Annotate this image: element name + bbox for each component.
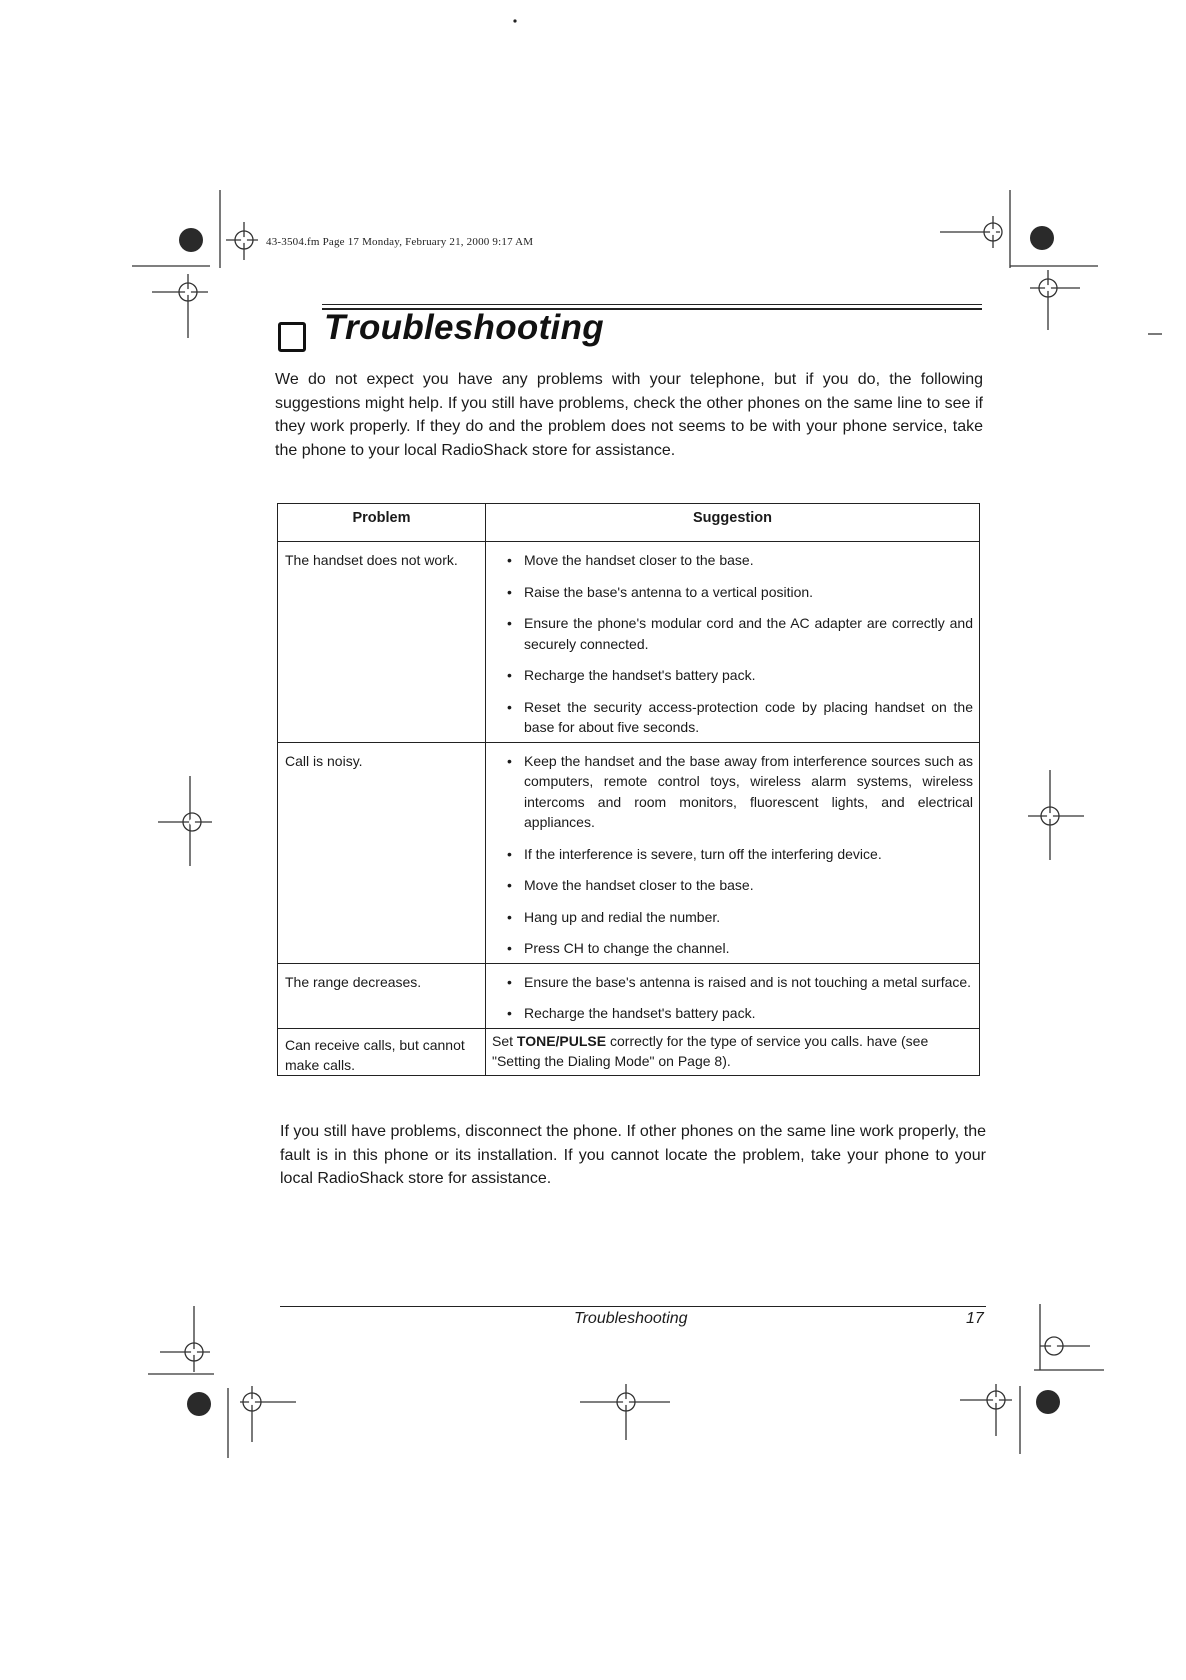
column-header-suggestion: Suggestion (486, 504, 980, 542)
problem-cell: The handset does not work. (278, 542, 486, 743)
page-number: 17 (966, 1310, 984, 1327)
list-item: • Recharge the handset's battery pack. (494, 665, 973, 686)
registration-dot-icon (1030, 226, 1054, 250)
crosshair-icon (220, 190, 258, 268)
table-row (278, 963, 980, 1028)
crosshair-icon (158, 776, 212, 866)
registration-dot-icon (1036, 1390, 1060, 1414)
list-item: • Ensure the phone's modular cord and the AC adapter are correctly and securely connected. (494, 613, 973, 654)
crosshair-icon (960, 1384, 1020, 1454)
suggestion-cell (486, 542, 980, 743)
problem-cell: Can receive calls, but cannot make calls. (278, 1028, 486, 1075)
footer-rule (280, 1306, 986, 1307)
intro-paragraph: We do not expect you have any problems with your telephone, but if you do, the following suggestions might help. If you still have problems, check the other phones on the same line to see if they work properly. If they do and the problem does not seems to be with your phone service, take the phone to your local RadioShack store for assistance. (275, 371, 983, 459)
suggestion-text: Set (492, 1032, 517, 1049)
suggestion-cell (486, 963, 980, 1028)
troubleshooting-table (277, 503, 980, 1076)
suggestion-text: correctly for the type of service you calls. have (see "Setting the Dialing Mode" on Page 8). (492, 1032, 929, 1069)
table-header-row (278, 504, 980, 542)
page-title: Troubleshooting (324, 308, 604, 347)
crosshair-icon (940, 190, 1010, 268)
table-row (278, 1028, 980, 1075)
table-row (278, 542, 980, 743)
registration-dot-icon (179, 228, 203, 252)
list-item: • Move the handset closer to the base. (494, 875, 973, 896)
crosshair-icon (132, 266, 210, 338)
suggestion-list (494, 550, 973, 738)
crosshair-icon (1010, 266, 1162, 334)
suggestion-list (494, 751, 973, 959)
tone-pulse-label: TONE/PULSE (516, 1032, 607, 1049)
list-item: • Recharge the handset's battery pack. (494, 1003, 973, 1024)
list-item: • Reset the security access-protection code by placing handset on the base for about five seconds. (494, 697, 973, 738)
crosshair-icon (1028, 770, 1084, 860)
list-item: • Move the handset closer to the base. (494, 550, 973, 571)
list-item: • If the interference is severe, turn off the interfering device. (494, 844, 973, 865)
problem-cell: The range decreases. (278, 963, 486, 1028)
column-header-problem: Problem (278, 504, 486, 542)
crosshair-icon (1034, 1304, 1104, 1370)
crosshair-icon (228, 1386, 296, 1458)
table-row (278, 742, 980, 963)
list-item: • Raise the base's antenna to a vertical position. (494, 582, 973, 603)
list-item: • Hang up and redial the number. (494, 907, 973, 928)
list-item: • Ensure the base's antenna is raised and is not touching a metal surface. (494, 972, 973, 993)
crosshair-icon (580, 1384, 670, 1440)
registration-dot-icon (187, 1392, 211, 1416)
problem-cell: Call is noisy. (278, 742, 486, 963)
list-item: • Press CH to change the channel. (494, 938, 973, 959)
closing-paragraph: If you still have problems, disconnect the phone. If other phones on the same line work properly, the fault is in this phone or its installation. If you cannot locate the problem, take your phone to your local RadioShack store for assistance. (280, 1123, 986, 1187)
crosshair-icon (148, 1306, 214, 1374)
footer-section-name: Troubleshooting (574, 1310, 688, 1327)
suggestion-cell (486, 1028, 980, 1075)
file-header: 43-3504.fm Page 17 Monday, February 21, 2000 9:17 AM (266, 236, 534, 248)
checkbox-icon (278, 322, 306, 352)
suggestion-list (494, 972, 973, 1024)
suggestion-cell (486, 742, 980, 963)
list-item: • Keep the handset and the base away from interference sources such as computers, remote control toys, wireless alarm systems, wireless intercoms and room monitors, fluorescent lights, and electrical appliances. (494, 751, 973, 833)
